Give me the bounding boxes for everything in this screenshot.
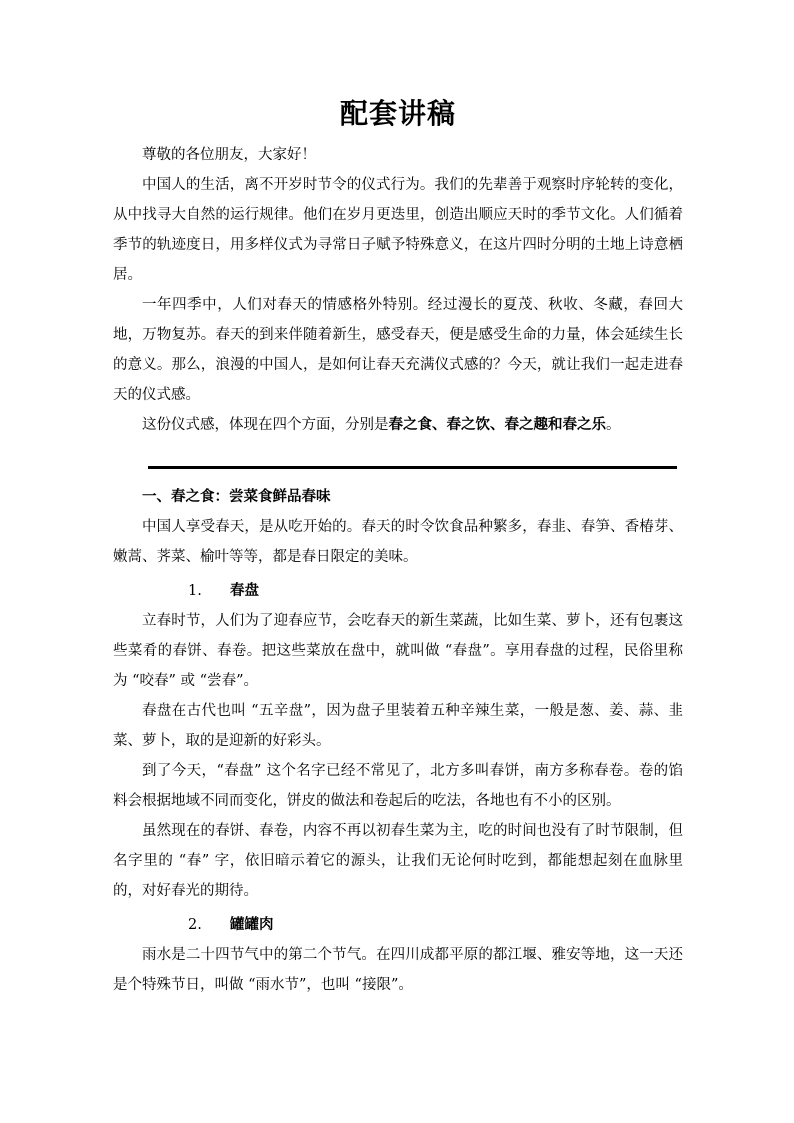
paragraph-chunpan-4: 虽然现在的春饼、春卷，内容不再以初春生菜为主，吃的时间也没有了时节限制，但名字里的 “春” 字，依旧暗示着它的源头，让我们无论何时吃到，都能想起刻在血脉里的，对好春光的期待。 bbox=[113, 823, 683, 899]
list-item-1-label: 春盘 bbox=[230, 582, 259, 599]
aspects-text-bold: 春之食、春之饮、春之趣和春之乐 bbox=[388, 416, 606, 433]
list-item-2 bbox=[113, 910, 683, 940]
paragraph-food-intro: 中国人享受春天，是从吃开始的。春天的时令饮食品种繁多，春韭、春笋、香椿芽、嫩蒿、荠菜、榆叶等等，都是春日限定的美味。 bbox=[113, 519, 683, 565]
paragraph-intro-1: 中国人的生活，离不开岁时节令的仪式行为。我们的先辈善于观察时序轮转的变化，从中找寻大自然的运行规律。他们在岁月更迭里，创造出顺应天时的季节文化。人们循着季节的轨迹度日，用多样仪式为寻常日子赋予特殊意义，在这片四时分明的土地上诗意栖居。 bbox=[113, 177, 683, 283]
paragraph-guanguanrou-1: 雨水是二十四节气中的第二个节气。在四川成都平原的都江堰、雅安等地，这一天还是个特殊节日，叫做 “雨水节”，也叫 “接限”。 bbox=[113, 947, 683, 993]
paragraph-chunpan-2: 春盘在古代也叫 “五辛盘”，因为盘子里装着五种辛辣生菜，一般是葱、姜、蒜、韭菜、萝卜，取的是迎新的好彩头。 bbox=[113, 703, 683, 749]
paragraph-aspects bbox=[113, 410, 683, 440]
list-item-1-number: 1. bbox=[188, 583, 202, 599]
list-item-2-number: 2. bbox=[188, 917, 202, 933]
paragraph-chunpan-1: 立春时节，人们为了迎春应节，会吃春天的新生菜蔬，比如生菜、萝卜，还有包裹这些菜肴的春饼、春卷。把这些菜放在盘中，就叫做 “春盘”。享用春盘的过程，民俗里称为 “咬春” 或 “尝春”。 bbox=[113, 613, 683, 689]
section-1-heading: 一、春之食：尝菜食鲜品春味 bbox=[142, 488, 331, 505]
aspects-text-post: 。 bbox=[606, 417, 621, 433]
list-item-1 bbox=[113, 576, 683, 606]
list-item-2-label: 罐罐肉 bbox=[230, 916, 274, 933]
paragraph-chunpan-3: 到了今天，“春盘” 这个名字已经不常见了，北方多叫春饼，南方多称春卷。卷的馅料会根据地域不同而变化，饼皮的做法和卷起后的吃法，各地也有不小的区别。 bbox=[113, 763, 683, 809]
section-divider bbox=[148, 466, 677, 469]
aspects-text-pre: 这份仪式感，体现在四个方面，分别是 bbox=[142, 417, 389, 433]
paragraph-greeting: 尊敬的各位朋友，大家好！ bbox=[142, 147, 316, 163]
paragraph-intro-2: 一年四季中，人们对春天的情感格外特别。经过漫长的夏茂、秋收、冬藏，春回大地，万物复苏。春天的到来伴随着新生，感受春天，便是感受生命的力量，体会延续生长的意义。那么，浪漫的中国人，是如何让春天充满仪式感的？今天，就让我们一起走进春天的仪式感。 bbox=[113, 297, 683, 403]
document-title: 配套讲稿 bbox=[339, 97, 456, 130]
